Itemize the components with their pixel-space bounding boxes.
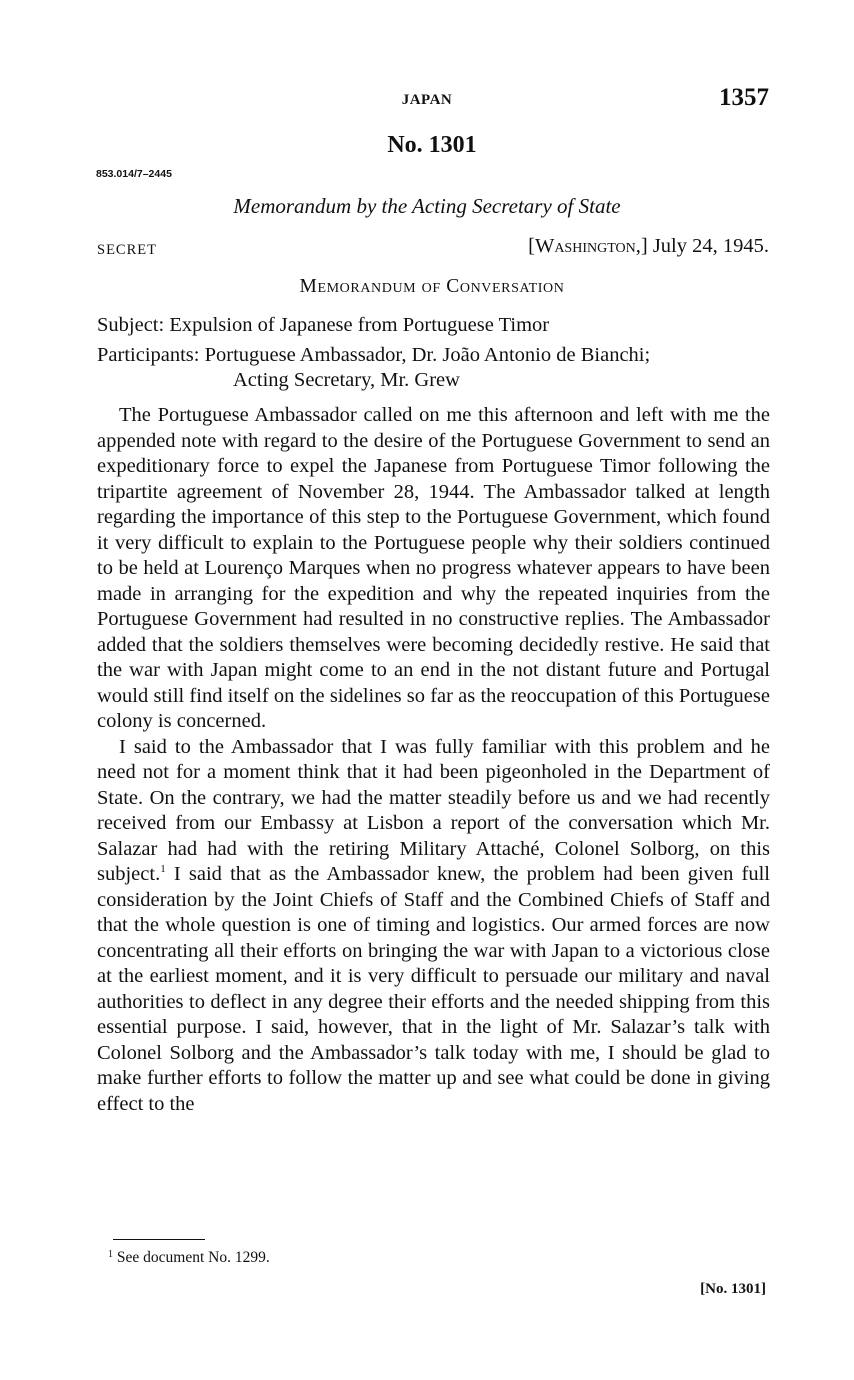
file-reference: 853.014/7–2445 [96, 168, 172, 180]
body-text-run: I said to the Ambassador that I was fully familiar with this problem and he need not for a moment think that it had been pigeonholed in the Department of State. On the contrary, we had the matter steadily before us and we had recently received from our Embassy at Lisbon a report of the conversation which Mr. Salazar had had with the retiring Military Attaché, Colonel Solborg, on this subject. [97, 735, 770, 885]
footnote-reference: 1 [160, 863, 166, 875]
participants-continuation: Acting Secretary, Mr. Grew [233, 369, 460, 391]
footnote-mark: 1 [108, 1249, 113, 1260]
footnote-text: See document No. 1299. [113, 1249, 270, 1266]
dateline-date: July 24, 1945. [652, 235, 769, 257]
footer-document-reference: [No. 1301] [700, 1281, 766, 1297]
footnote [108, 1249, 270, 1267]
page-number: 1357 [719, 84, 769, 111]
body-paragraph [97, 735, 770, 1118]
body-paragraph: The Portuguese Ambassador called on me this afternoon and left with me the appended note with regard to the desire of the Portuguese Government to send an expeditionary force to expel the Japanese from Portuguese Timor following the tripartite agreement of November 28, 1944. The Ambassador talked at length regarding the importance of this step to the Portuguese Government, which found it very difficult to explain to the Portuguese people why their soldiers continued to be held at Lourenço Marques when no progress whatever appears to have been made in arranging for the expedition and why the repeated inquiries from the Portuguese Government had resulted in no constructive replies. The Ambassador added that the soldiers themselves were becoming decidedly restive. He said that the war with Japan might come to an end in the not distant future and Portugal would still find itself on the sidelines so far as the reoccupation of this Portuguese colony is concerned. [97, 404, 770, 732]
memorandum-heading: Memorandum of Conversation [299, 276, 565, 297]
subject-text: Expulsion of Japanese from Portuguese Timor [169, 314, 550, 336]
footnote-divider [113, 1239, 205, 1240]
memorandum-body [97, 403, 770, 1117]
document-title: Memorandum by the Acting Secretary of State [233, 194, 621, 218]
running-header: JAPAN [401, 92, 453, 108]
document-number: No. 1301 [387, 132, 477, 158]
dateline [528, 235, 769, 258]
subject-line [97, 313, 549, 339]
participants-line [97, 343, 650, 369]
subject-label: Subject: [97, 314, 165, 336]
body-text-run: I said that as the Ambassador knew, the problem had been given full consideration by the Joint Chiefs of Staff and the Combined Chiefs of Staff and that the whole question is one of timing and logistics. Our armed forces are now concentrating all their efforts on bringing the war with Japan to a victorious close at the earliest moment, and it is very difficult to persuade our military and naval authorities to deflect in any degree their efforts and the needed shipping from this essential purpose. I said, however, that in the light of Mr. Salazar’s talk with Colonel Solborg and the Ambassador’s talk today with me, I should be glad to make further efforts to follow the matter up and see what could be done in giving effect to the [97, 863, 770, 1115]
participants-text: Portuguese Ambassador, Dr. João Antonio de Bianchi; [204, 344, 651, 366]
participants-label: Participants: [97, 344, 200, 366]
dateline-place: [Washington,] [528, 235, 648, 257]
classification-label: SECRET [97, 242, 157, 258]
